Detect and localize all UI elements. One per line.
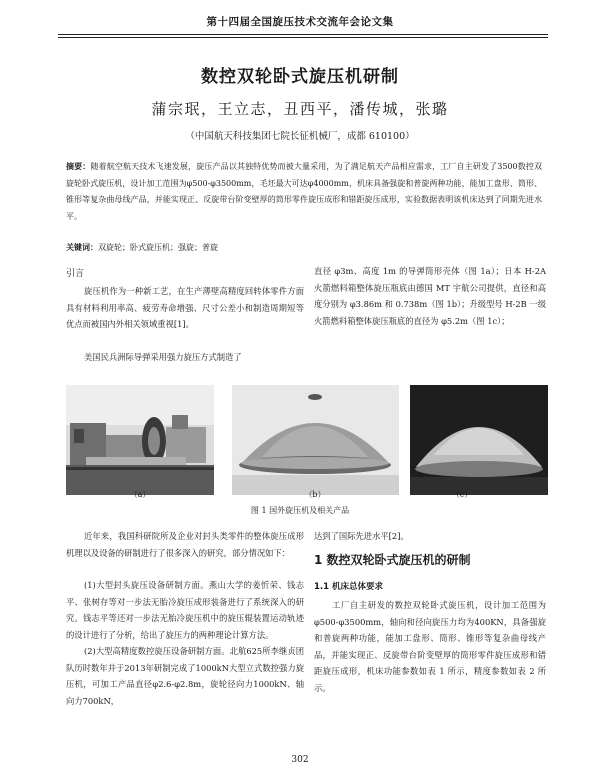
body-paragraph-8: 工厂自主研发的数控双轮卧式旋压机，设计加工范围为 φ500-φ3500mm，轴向和径向旋压力均为400KN，具备强旋和普旋两种功能，能加工盘形、筒形、锥形等复杂曲母线产品，并能实现正、反旋带台阶变壁厚的筒形零件旋压成形和错距旋压成形，机床功能参数如表 1 所示，精度参数如表 2 所示。 <box>314 600 546 693</box>
header-rule-thin <box>58 37 548 38</box>
author-list: 蒲宗珉，王立志，丑西平，潘传城，张璐 <box>151 100 449 118</box>
figure-sublabel-b: （b） <box>304 490 326 499</box>
figure-sublabel-c: （c） <box>451 490 473 499</box>
body-paragraph-6: (2)大型高精度数控旋压设备研制方面。北航625所李继贞团队历时数年并于2013年研制完成了1000kN大型立式数控强力旋压机，可加工产品直径φ2.6-φ2.8m，旋轮径向力1000kN、轴向力700kN， <box>66 646 304 706</box>
affiliation: （中国航天科技集团七院长征机械厂，成都 610100） <box>185 131 415 142</box>
body-paragraph-4: 近年来，我国科研院所及企业对封头类零件的整体旋压成形机理以及设备的研制进行了很多深入的研究，部分情况如下： <box>66 531 304 558</box>
intro-heading: 引言 <box>66 269 85 279</box>
page-number: 302 <box>291 755 309 765</box>
figure-photo-tank-dome <box>232 385 399 495</box>
keywords-label: 关键词： <box>66 243 98 252</box>
intro-paragraph-2: 美国民兵洲际导弹采用强力旋压方式制造了 <box>84 352 242 362</box>
keywords-text: 双旋轮；卧式旋压机；强旋；普旋 <box>98 243 218 252</box>
intro-paragraph-1: 旋压机作为一种新工艺，在生产薄壁高精度回转体零件方面具有材料利用率高、疲劳寿命增强、尺寸公差小和制造周期短等优点而被国内外相关领域重视[1]。 <box>66 286 304 329</box>
abstract-label: 摘要： <box>66 162 91 171</box>
intro-paragraph-3: 直径 φ3m、高度 1m 的导弹筒形壳体（图 1a）；日本 H-2A 火箭燃料箱整体旋压瓶底由德国 MT 宇航公司提供，直径和高度分别为 φ3.86m 和 0.738m（图 1b）；升级型号 H-2B 一级火箭燃料箱整体旋压瓶底的直径为 φ5.2m（图 1c）； <box>314 266 546 326</box>
figure-sublabel-a: （a） <box>129 490 151 499</box>
body-paragraph-5: (1)大型封头旋压设备研制方面。燕山大学的姜忻荣、钱志平、张树存等对一步法无胎冷旋压成形装备进行了系统深入的研究。钱志平等还对一步法无胎冷旋压机中的旋压辊装置运动轨迹的设计进行了分析，给出了旋压力的两种理论计算方法。 <box>66 580 304 640</box>
section-heading-1: 1 数控双轮卧式旋压机的研制 <box>314 553 471 567</box>
section-heading-1-1: 1.1 机床总体要求 <box>314 582 384 592</box>
figure-photo-spinning-machine <box>66 385 214 495</box>
abstract <box>66 159 542 225</box>
abstract-text: 随着航空航天技术飞速发展，旋压产品以其独特优势而被大量采用，为了满足航天产品相应需求，工厂自主研发了3500数控双旋轮卧式旋压机，设计加工范围为φ500-φ3500mm，毛坯最大可达φ4000mm，机床具备强旋和普旋两种功能，能加工盘形、筒形、锥形等复杂曲母线产品，并能实现正、反旋带台阶变壁厚的筒形零件旋压成形和错距旋压成形，实验数据表明该机床达到了同期先进水平。 <box>66 162 543 221</box>
header-rule <box>58 34 548 35</box>
keywords <box>66 241 542 255</box>
paper-title: 数控双轮卧式旋压机研制 <box>201 67 399 87</box>
running-header: 第十四届全国旋压技术交流年会论文集 <box>206 16 394 28</box>
figure-photo-large-dome <box>410 385 548 495</box>
figure-caption: 图 1 国外旋压机及相关产品 <box>250 506 350 515</box>
body-paragraph-7: 达到了国际先进水平[2]。 <box>314 531 409 541</box>
